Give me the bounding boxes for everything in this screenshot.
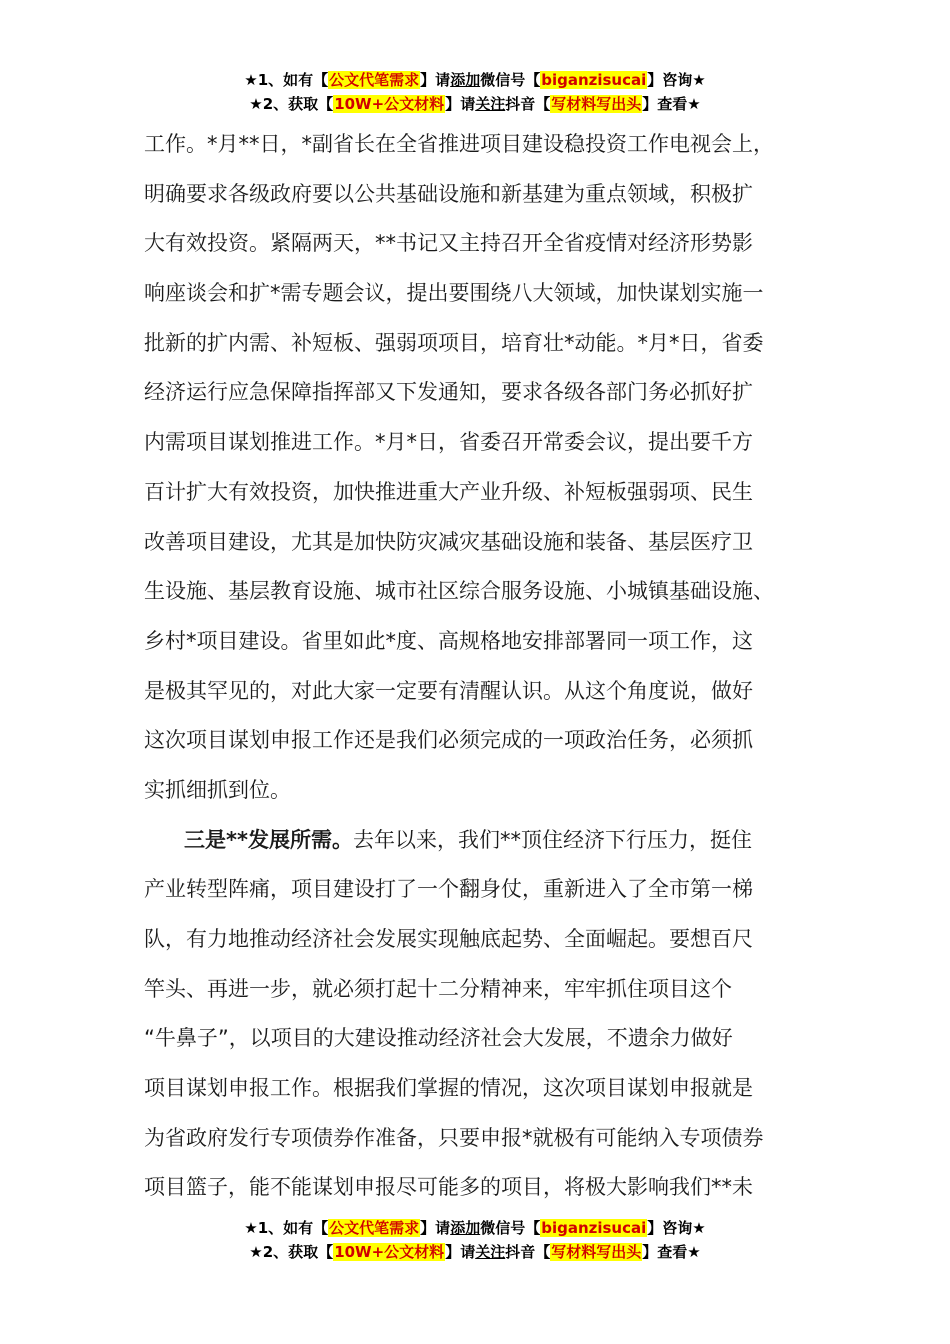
paragraph-heading: 三是**发展所需。: [184, 827, 353, 852]
banner-text: 】查看★: [642, 95, 701, 113]
banner-highlight: 公文代笔需求: [329, 71, 420, 89]
footer-banner: [0, 1216, 950, 1264]
banner-text: 抖音【: [505, 95, 551, 113]
banner-text: ★1、如有【: [244, 1219, 329, 1237]
banner-text: 】咨询★: [647, 71, 706, 89]
banner-highlight: 10W+公文材料: [334, 1243, 445, 1261]
banner-underlined-text: 关注: [475, 1243, 506, 1261]
banner-highlight: 写材料写出头: [551, 95, 642, 113]
banner-line-2: [0, 92, 950, 116]
banner-line-2: [0, 1240, 950, 1264]
body-line: “牛鼻子”，以项目的大建设推动经济社会大发展，不遗余力做好: [144, 1026, 733, 1051]
banner-text: ★2、获取【: [249, 95, 334, 113]
banner-highlight: biganzisucai: [541, 1219, 647, 1237]
body-line: 生设施、基层教育设施、城市社区综合服务设施、小城镇基础设施、: [144, 579, 774, 604]
paragraph-first-line: [144, 816, 824, 866]
body-line: 响座谈会和扩*需专题会议，提出要围绕八大领域，加快谋划实施一: [144, 281, 764, 306]
body-line: 队，有力地推动经济社会发展实现触底起势、全面崛起。要想百尺: [144, 927, 753, 951]
body-line: 竿头、再进一步，就必须打起十二分精神来，牢牢抓住项目这个: [144, 976, 732, 1001]
banner-underlined-text: 添加: [450, 71, 481, 89]
body-line: 实抓细抓到位。: [144, 777, 291, 802]
document-body: [144, 120, 824, 1213]
body-line: 大有效投资。紧隔两天，**书记又主持召开全省疫情对经济形势影: [144, 231, 753, 256]
banner-highlight: 公文代笔需求: [329, 1219, 420, 1237]
banner-text: ★1、如有【: [244, 71, 329, 89]
body-line: 改善项目建设，尤其是加快防灾减灾基础设施和装备、基层医疗卫: [144, 529, 753, 554]
banner-line-1: [0, 1216, 950, 1240]
banner-line-1: [0, 68, 950, 92]
body-line: 经济运行应急保障指挥部又下发通知，要求各级各部门务必抓好扩: [144, 380, 753, 405]
banner-text: 】咨询★: [647, 1219, 706, 1237]
body-line: 乡村*项目建设。省里如此*度、高规格地安排部署同一项工作，这: [144, 628, 753, 653]
banner-underlined-text: 关注: [475, 95, 506, 113]
banner-text: 】查看★: [642, 1243, 701, 1261]
banner-underlined-text: 添加: [450, 1219, 481, 1237]
body-line: 产业转型阵痛，项目建设打了一个翻身仗，重新进入了全市第一梯: [144, 877, 753, 902]
body-line: 为省政府发行专项债券作准备，只要申报*就极有可能纳入专项债券: [144, 1125, 764, 1150]
body-line: 项目谋划申报工作。根据我们掌握的情况，这次项目谋划申报就是: [144, 1076, 753, 1101]
body-line: 这次项目谋划申报工作还是我们必须完成的一项政治任务，必须抓: [144, 728, 753, 753]
body-line: 批新的扩内需、补短板、强弱项项目，培育壮*动能。*月*日，省委: [144, 330, 764, 355]
body-text: 去年以来，我们**顶住经济下行压力，挺住: [352, 827, 752, 852]
banner-text: 】请: [420, 1219, 451, 1237]
banner-text: ★2、获取【: [249, 1243, 334, 1261]
header-banner: [0, 68, 950, 116]
body-line: 项目篮子，能不能谋划申报尽可能多的项目，将极大影响我们**未: [144, 1175, 753, 1200]
banner-text: 】请: [445, 95, 476, 113]
banner-highlight: 写材料写出头: [551, 1243, 642, 1261]
body-line: 明确要求各级政府要以公共基础设施和新基建为重点领域，积极扩: [144, 181, 753, 206]
body-line: 百计扩大有效投资，加快推进重大产业升级、补短板强弱项、民生: [144, 479, 753, 504]
banner-highlight: biganzisucai: [541, 71, 647, 89]
banner-highlight: 10W+公文材料: [334, 95, 445, 113]
body-line: 工作。*月**日，*副省长在全省推进项目建设稳投资工作电视会上，: [144, 132, 774, 156]
body-line: 内需项目谋划推进工作。*月*日，省委召开常委会议，提出要千方: [144, 430, 753, 455]
banner-text: 微信号【: [480, 1219, 541, 1237]
banner-text: 微信号【: [480, 71, 541, 89]
banner-text: 】请: [445, 1243, 476, 1261]
banner-text: 】请: [420, 71, 451, 89]
banner-text: 抖音【: [505, 1243, 551, 1261]
body-line: 是极其罕见的，对此大家一定要有清醒认识。从这个角度说，做好: [144, 678, 753, 703]
